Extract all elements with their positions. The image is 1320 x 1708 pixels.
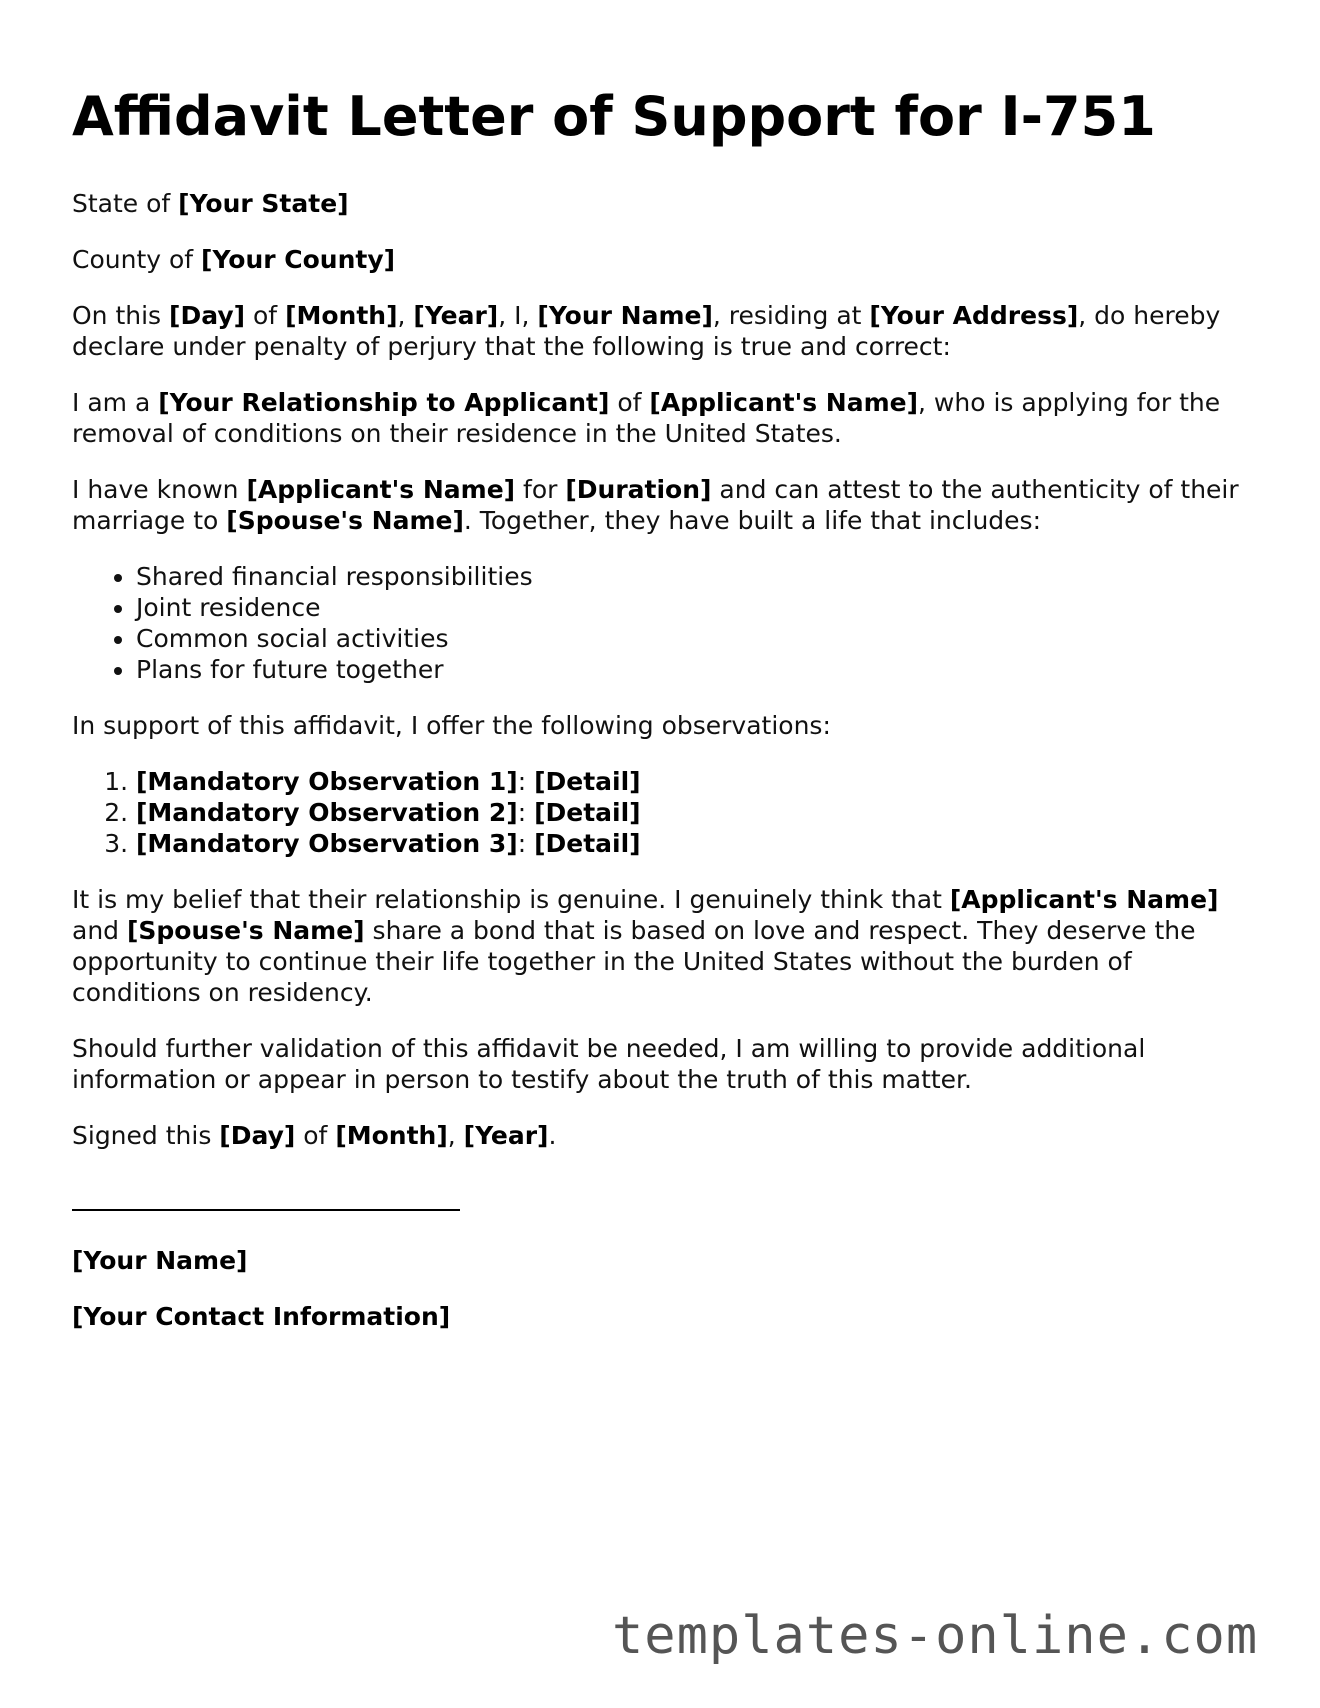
observation-detail: [Detail]: [534, 798, 641, 827]
text: ,: [447, 1121, 464, 1150]
signature-line: [72, 1209, 460, 1211]
observation-detail: [Detail]: [534, 767, 641, 796]
observation-label: [Mandatory Observation 1]: [136, 767, 518, 796]
text: of: [295, 1121, 336, 1150]
text: It is my belief that their relationship is genuine. I genuinely think that: [72, 885, 950, 914]
relationship-field: [Your Relationship to Applicant]: [158, 388, 610, 417]
state-field: [Your State]: [178, 189, 349, 218]
known-paragraph: [72, 474, 1252, 536]
observation-label: [Mandatory Observation 3]: [136, 829, 518, 858]
your-name-field: [Your Name]: [72, 1246, 248, 1275]
observations-intro: In support of this affidavit, I offer the following observations:: [72, 711, 831, 740]
year-field: [Year]: [463, 1121, 549, 1150]
spouse-name-field: [Spouse's Name]: [226, 506, 464, 535]
state-label: State of: [72, 189, 179, 218]
observation-label: [Mandatory Observation 2]: [136, 798, 518, 827]
text: for: [515, 475, 566, 504]
contact-info-field: [Your Contact Information]: [72, 1302, 451, 1331]
duration-field: [Duration]: [565, 475, 712, 504]
declaration-paragraph: [72, 300, 1252, 362]
observation-item: [136, 828, 1252, 859]
applicant-name-field: [Applicant's Name]: [949, 885, 1219, 914]
observation-item: [136, 797, 1252, 828]
document-title: Affidavit Letter of Support for I-751: [72, 85, 1156, 148]
list-item: • Common social activities: [136, 623, 1252, 654]
text: share a bond that is based on love and respect. They deserve the opportunity to continue their life together in the United States without the burden of conditions on residency.: [72, 916, 1196, 1007]
watermark: templates-online.com: [612, 1606, 1259, 1666]
text: :: [517, 829, 535, 858]
applicant-name-field: [Applicant's Name]: [649, 388, 919, 417]
spouse-name-field: [Spouse's Name]: [126, 916, 365, 945]
text: , residing at: [712, 301, 870, 330]
text: of: [609, 388, 650, 417]
text: , I,: [498, 301, 538, 330]
life-items-list: [72, 561, 1252, 685]
year-field: [Year]: [413, 301, 499, 330]
signature-contact: [72, 1301, 1252, 1332]
text: and: [72, 916, 127, 945]
text: . Together, they have built a life that includes:: [463, 506, 1042, 535]
observation-detail: [Detail]: [534, 829, 641, 858]
affidavit-document: [72, 84, 1252, 1357]
belief-paragraph: [72, 884, 1252, 1008]
day-field: [Day]: [169, 301, 246, 330]
observation-item: [136, 766, 1252, 797]
text: I am a: [72, 388, 159, 417]
validation-paragraph: Should further validation of this affidavit be needed, I am willing to provide additional information or appear in person to testify about the truth of this matter.: [72, 1034, 1146, 1094]
text: :: [517, 767, 535, 796]
list-item: • Shared financial responsibilities: [136, 561, 1252, 592]
county-field: [Your County]: [201, 245, 396, 274]
relationship-paragraph: [72, 387, 1252, 449]
signature-name: [72, 1245, 1252, 1276]
text: , do hereby declare under penalty of perjury that the following is true and correct:: [72, 301, 1221, 361]
your-name-field: [Your Name]: [537, 301, 713, 330]
text: I have known: [72, 475, 247, 504]
list-item: • Plans for future together: [136, 654, 1252, 685]
text: .: [548, 1121, 557, 1150]
county-line: [72, 244, 1252, 275]
list-item: • Joint residence: [136, 592, 1252, 623]
applicant-name-field: [Applicant's Name]: [246, 475, 516, 504]
text: and can attest to the authenticity of their marriage to: [72, 475, 1239, 535]
signature-block: [72, 1245, 1252, 1332]
county-label: County of: [72, 245, 202, 274]
day-field: [Day]: [219, 1121, 296, 1150]
text: of: [245, 301, 286, 330]
month-field: [Month]: [285, 301, 398, 330]
state-line: [72, 188, 1252, 219]
observations-list: [72, 766, 1252, 859]
text: , who is applying for the removal of conditions on their residence in the United States.: [72, 388, 1221, 448]
signed-line: [72, 1120, 1252, 1151]
text: On this: [72, 301, 170, 330]
text: Signed this: [72, 1121, 220, 1150]
month-field: [Month]: [335, 1121, 448, 1150]
text: :: [517, 798, 535, 827]
text: ,: [397, 301, 414, 330]
address-field: [Your Address]: [869, 301, 1079, 330]
